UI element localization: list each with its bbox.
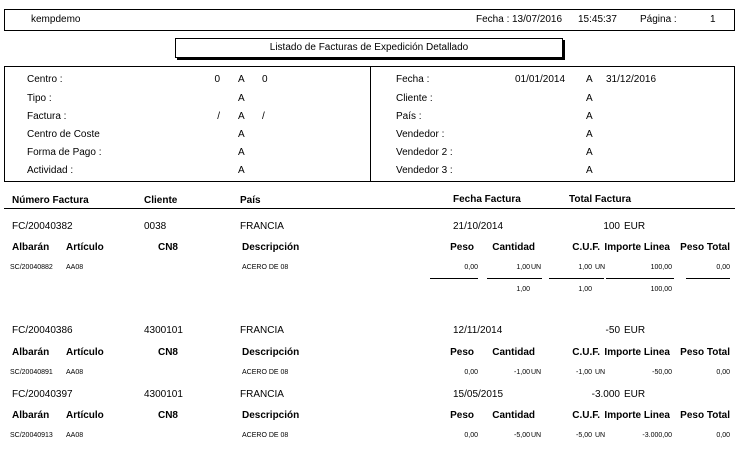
- line-peso-total: 0,00: [716, 432, 730, 439]
- filter-divider: [370, 66, 371, 182]
- subtotal-cuf: 1,00: [578, 286, 592, 293]
- invoice-country: FRANCIA: [240, 325, 284, 336]
- report-date: 13/07/2016: [512, 14, 563, 25]
- line-descripcion: ACERO DE 08: [242, 264, 289, 271]
- line-articulo: AA08: [66, 432, 84, 439]
- filter-from-fecha: 01/01/2014: [515, 74, 566, 85]
- invoice-date: 15/05/2015: [453, 389, 504, 400]
- filter-sep-vendedor2: A: [586, 147, 593, 158]
- filter-label-vendedor: Vendedor :: [396, 129, 445, 140]
- filter-sep-pais: A: [586, 111, 593, 122]
- invoice-client: 4300101: [144, 325, 183, 336]
- subtotal-cantidad: 1,00: [516, 286, 530, 293]
- col-pais: País: [240, 195, 261, 206]
- line-col-albaran: Albarán: [12, 410, 50, 421]
- line-articulo: AA08: [66, 369, 84, 376]
- filter-sep-cliente: A: [586, 93, 593, 104]
- line-cuf-unit: UN: [595, 369, 606, 376]
- invoice-total: 100: [603, 221, 620, 232]
- line-col-articulo: Artículo: [66, 242, 104, 253]
- line-col-articulo: Artículo: [66, 410, 104, 421]
- line-peso-total: 0,00: [716, 369, 730, 376]
- line-cuf: 1,00: [578, 264, 592, 271]
- header-underline: [4, 208, 735, 209]
- line-col-peso-total: Peso Total: [680, 410, 730, 421]
- filter-sep-centro: A: [238, 74, 245, 85]
- filter-label-centro: Centro :: [27, 74, 63, 85]
- line-col-peso: Peso: [450, 410, 474, 421]
- line-cuf-unit: UN: [595, 432, 606, 439]
- invoice-date: 12/11/2014: [453, 325, 503, 336]
- line-col-importe: Importe Linea: [604, 410, 670, 421]
- filter-sep-centro-coste: A: [238, 129, 245, 140]
- line-col-importe: Importe Linea: [604, 347, 670, 358]
- line-col-descripcion: Descripción: [242, 242, 300, 253]
- report-header-bar: [4, 9, 735, 31]
- col-numero-factura: Número Factura: [12, 195, 89, 206]
- invoice-total: -3.000: [591, 389, 620, 400]
- invoice-number: FC/20040397: [12, 389, 73, 400]
- filter-sep-forma-pago: A: [238, 147, 245, 158]
- line-peso: 0,00: [464, 264, 478, 271]
- invoice-number: FC/20040386: [12, 325, 73, 336]
- line-col-cuf: C.U.F.: [572, 410, 600, 421]
- filter-label-tipo: Tipo :: [27, 93, 52, 104]
- filter-sep-vendedor3: A: [586, 165, 593, 176]
- line-col-articulo: Artículo: [66, 347, 104, 358]
- line-col-peso-total: Peso Total: [680, 347, 730, 358]
- invoice-currency: EUR: [624, 221, 646, 232]
- filter-sep-factura: A: [238, 111, 245, 122]
- filter-label-pais: País :: [396, 111, 422, 122]
- line-peso: 0,00: [464, 432, 478, 439]
- line-col-cuf: C.U.F.: [572, 242, 600, 253]
- subtotal-rule-importe: [606, 278, 674, 279]
- line-peso: 0,00: [464, 369, 478, 376]
- line-albaran: SC/20040882: [10, 264, 53, 271]
- invoice-currency: EUR: [624, 325, 646, 336]
- line-col-cantidad: Cantidad: [492, 347, 535, 358]
- line-cantidad: 1,00: [516, 264, 530, 271]
- subtotal-importe: 100,00: [650, 286, 672, 293]
- filter-to-fecha: 31/12/2016: [606, 74, 657, 85]
- invoice-number: FC/20040382: [12, 221, 73, 232]
- filter-to-factura: /: [262, 111, 265, 122]
- line-importe: -50,00: [652, 369, 672, 376]
- filter-sep-actividad: A: [238, 165, 245, 176]
- invoice-date: 21/10/2014: [453, 221, 504, 232]
- line-cantidad-unit: UN: [531, 264, 542, 271]
- line-cuf: -1,00: [576, 369, 592, 376]
- line-peso-total: 0,00: [716, 264, 730, 271]
- filter-sep-fecha: A: [586, 74, 593, 85]
- invoice-country: FRANCIA: [240, 221, 284, 232]
- line-col-albaran: Albarán: [12, 242, 50, 253]
- subtotal-rule-cantidad: [487, 278, 542, 279]
- filter-label-actividad: Actividad :: [27, 165, 74, 176]
- pagina-label: Página :: [640, 14, 677, 25]
- line-col-cn8: CN8: [157, 347, 178, 358]
- line-cuf: -5,00: [576, 432, 592, 439]
- fecha-label: Fecha :: [476, 14, 510, 25]
- report-time: 15:45:37: [578, 14, 617, 25]
- line-col-cn8: CN8: [157, 242, 178, 253]
- line-importe: -3.000,00: [642, 432, 672, 439]
- line-descripcion: ACERO DE 08: [242, 432, 289, 439]
- line-importe: 100,00: [650, 264, 672, 271]
- filter-sep-vendedor: A: [586, 129, 593, 140]
- line-cantidad: -1,00: [514, 369, 530, 376]
- line-col-cn8: CN8: [157, 410, 178, 421]
- filter-label-factura: Factura :: [27, 111, 67, 122]
- subtotal-rule-cuf: [549, 278, 604, 279]
- line-albaran: SC/20040891: [10, 369, 53, 376]
- filter-sep-tipo: A: [238, 93, 245, 104]
- line-cuf-unit: UN: [595, 264, 606, 271]
- line-col-peso-total: Peso Total: [680, 242, 730, 253]
- line-cantidad-unit: UN: [531, 369, 542, 376]
- line-descripcion: ACERO DE 08: [242, 369, 289, 376]
- filter-from-centro: 0: [214, 74, 220, 85]
- col-fecha-factura: Fecha Factura: [453, 194, 521, 205]
- invoice-client: 0038: [144, 221, 167, 232]
- line-articulo: AA08: [66, 264, 84, 271]
- filter-label-fecha: Fecha :: [396, 74, 430, 85]
- invoice-total: -50: [605, 325, 620, 336]
- filter-label-cliente: Cliente :: [396, 93, 433, 104]
- line-col-peso: Peso: [450, 242, 474, 253]
- line-albaran: SC/20040913: [10, 432, 53, 439]
- filter-from-factura: /: [217, 111, 220, 122]
- invoice-client: 4300101: [144, 389, 183, 400]
- line-cantidad-unit: UN: [531, 432, 542, 439]
- filter-to-centro: 0: [262, 74, 268, 85]
- line-col-albaran: Albarán: [12, 347, 50, 358]
- filter-label-vendedor3: Vendedor 3 :: [396, 165, 453, 176]
- line-col-descripcion: Descripción: [242, 347, 300, 358]
- company-name: kempdemo: [31, 14, 81, 25]
- line-col-peso: Peso: [450, 347, 474, 358]
- line-col-cuf: C.U.F.: [572, 347, 600, 358]
- col-total-factura: Total Factura: [569, 194, 632, 205]
- invoice-currency: EUR: [624, 389, 646, 400]
- invoice-country: FRANCIA: [240, 389, 284, 400]
- subtotal-rule-peso-total: [686, 278, 730, 279]
- page-number: 1: [710, 14, 716, 25]
- line-col-cantidad: Cantidad: [492, 410, 535, 421]
- line-col-cantidad: Cantidad: [492, 242, 535, 253]
- filter-label-forma-pago: Forma de Pago :: [27, 147, 102, 158]
- line-cantidad: -5,00: [514, 432, 530, 439]
- line-col-descripcion: Descripción: [242, 410, 300, 421]
- filter-label-centro-coste: Centro de Coste: [27, 129, 100, 140]
- report-title: Listado de Facturas de Expedición Detallado: [269, 42, 469, 53]
- line-col-importe: Importe Linea: [604, 242, 670, 253]
- filter-label-vendedor2: Vendedor 2 :: [396, 147, 453, 158]
- subtotal-rule-peso: [430, 278, 478, 279]
- col-cliente: Cliente: [144, 195, 178, 206]
